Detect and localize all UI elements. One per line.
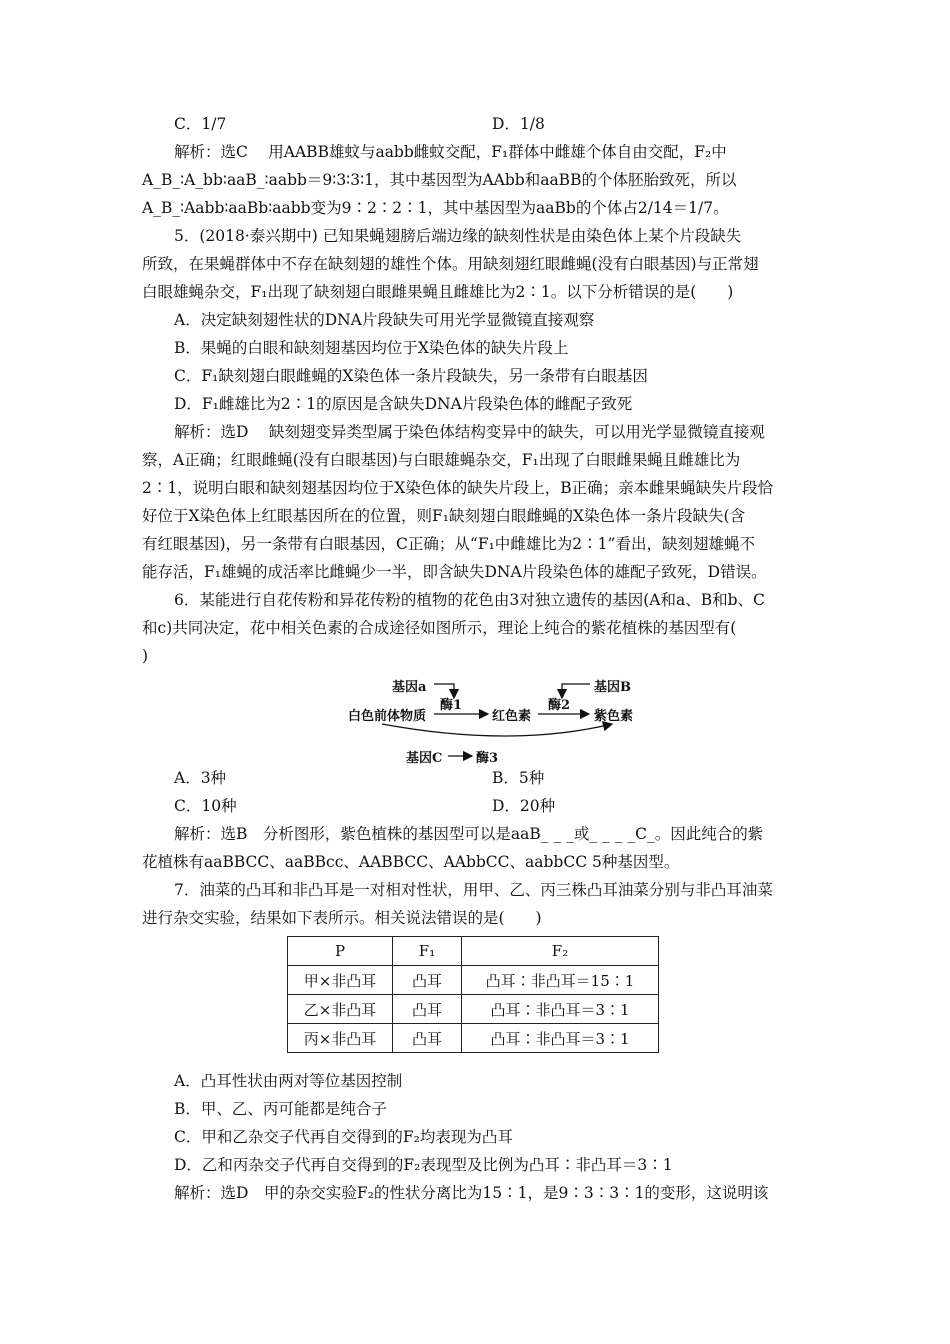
table-cell: 凸耳 — [393, 1024, 462, 1053]
q5-stem-line: 白眼雄蝇杂交，F₁出现了缺刻翅白眼雌果蝇且雌雄比为2∶1。以下分析错误的是( ) — [142, 283, 734, 301]
q5-option-b[interactable]: B．果蝇的白眼和缺刻翅基因均位于X染色体的缺失片段上 — [174, 339, 569, 357]
q7-option-d[interactable]: D．乙和丙杂交子代再自交得到的F₂表现型及比例为凸耳∶非凸耳＝3∶1 — [174, 1156, 673, 1174]
q7-analysis-line: 解析：选D 甲的杂交实验F₂的性状分离比为15∶1，是9∶3∶3∶1的变形，这说明该 — [174, 1184, 769, 1202]
q5-analysis-line: 能存活，F₁雄蝇的成活率比雌蝇少一半，即含缺失DNA片段染色体的雄配子致死，D错误。 — [142, 563, 767, 581]
q4-option-c[interactable]: C．1/7 — [174, 115, 227, 133]
q6-stem-line: 和c)共同决定，花中相关色素的合成途径如图所示，理论上纯合的紫花植株的基因型有( — [142, 619, 752, 637]
q7-option-b[interactable]: B．甲、乙、丙可能都是纯合子 — [174, 1100, 387, 1118]
q4-analysis-line: 解析：选C 用AABB雄蚊与aabb雌蚊交配，F₁群体中雌雄个体自由交配，F₂中 — [174, 143, 727, 161]
table-cell: 凸耳 — [393, 995, 462, 1024]
q5-stem-line: 5．(2018·泰兴期中) 已知果蝇翅膀后端边缘的缺刻性状是由染色体上某个片段缺失 — [174, 227, 742, 245]
enzyme3-label: 酶3 — [476, 751, 499, 766]
q7-option-c[interactable]: C．甲和乙杂交子代再自交得到的F₂均表现为凸耳 — [174, 1128, 513, 1146]
document-page — [142, 110, 822, 1207]
q7-stem-line: 7．油菜的凸耳和非凸耳是一对相对性状，用甲、乙、丙三株凸耳油菜分别与非凸耳油菜 — [174, 881, 773, 899]
gene-b-label: 基因B — [594, 680, 631, 695]
q4-analysis — [142, 138, 822, 222]
question-6 — [142, 586, 822, 876]
table-cell: 甲×非凸耳 — [288, 966, 393, 995]
q6-stem-line: 6．某能进行自花传粉和异花传粉的植物的花色由3对独立遗传的基因(A和a、B和b、C — [174, 591, 765, 609]
purple-pigment-label: 紫色素 — [594, 709, 634, 724]
q4-option-d[interactable]: D．1/8 — [492, 115, 545, 133]
cross-results-table — [287, 936, 659, 1053]
gene-a-label: 基因a — [392, 680, 427, 695]
q5-analysis-line: 察，A正确；红眼雌蝇(没有白眼基因)与白眼雄蝇杂交，F₁出现了白眼雌果蝇且雌雄比为 — [142, 451, 741, 469]
table-header: P — [288, 937, 393, 966]
table-cell: 凸耳∶非凸耳＝3∶1 — [462, 1024, 659, 1053]
table-cell: 丙×非凸耳 — [288, 1024, 393, 1053]
precursor-label: 白色前体物质 — [348, 709, 427, 724]
q5-analysis-line: 有红眼基因)，另一条带有白眼基因，C正确；从“F₁中雌雄比为2∶1”看出，缺刻翅雄蝇不 — [142, 535, 755, 553]
q4-options — [142, 110, 822, 138]
q6-option-c[interactable]: C．10种 — [174, 797, 237, 815]
table-row — [288, 1024, 659, 1053]
q5-analysis-line: 解析：选D 缺刻翅变异类型属于染色体结构变异中的缺失，可以用光学显微镜直接观 — [174, 423, 765, 441]
q5-option-d[interactable]: D．F₁雌雄比为2∶1的原因是含缺失DNA片段染色体的雌配子致死 — [174, 395, 633, 413]
table-cell: 凸耳 — [393, 966, 462, 995]
q6-options-row-2 — [142, 792, 822, 820]
q6-options-row-1 — [142, 764, 822, 792]
question-7 — [142, 876, 822, 1207]
gene-c-label: 基因C — [406, 751, 443, 766]
q6-option-b[interactable]: B．5种 — [492, 769, 545, 787]
q6-stem-line: ) — [142, 647, 149, 665]
red-pigment-label: 红色素 — [492, 709, 532, 724]
question-5 — [142, 222, 822, 586]
enzyme3-curve — [382, 724, 612, 736]
q5-analysis-line: 好位于X染色体上红眼基因所在的位置，则F₁缺刻翅白眼雌蝇的X染色体一条片段缺失(含 — [142, 507, 746, 525]
q5-analysis-line: 2∶1，说明白眼和缺刻翅基因均位于X染色体的缺失片段上，B正确；亲本雌果蝇缺失片段恰 — [142, 479, 774, 497]
q5-option-c[interactable]: C．F₁缺刻翅白眼雌蝇的X染色体一条片段缺失，另一条带有白眼基因 — [174, 367, 648, 385]
enzyme2-label: 酶2 — [548, 698, 571, 713]
q6-analysis-line: 解析：选B 分析图形，紫色植株的基因型可以是aaB_ _ _或_ _ _ _C_。因此纯合的紫 — [174, 825, 764, 843]
q5-stem-line: 所致，在果蝇群体中不存在缺刻翅的雄性个体。用缺刻翅红眼雌蝇(没有白眼基因)与正常翅 — [142, 255, 759, 273]
table-row — [288, 995, 659, 1024]
q7-option-a[interactable]: A．凸耳性状由两对等位基因控制 — [174, 1072, 403, 1090]
table-cell: 乙×非凸耳 — [288, 995, 393, 1024]
q7-stem-line: 进行杂交实验，结果如下表所示。相关说法错误的是( ) — [142, 909, 542, 927]
table-header: F₂ — [462, 937, 659, 966]
q6-option-a[interactable]: A．3种 — [174, 769, 227, 787]
q4-analysis-line: A_B_∶Aabb∶aaBb∶aabb变为9∶2∶2∶1，其中基因型为aaBb的个体占2/14＝1/7。 — [142, 199, 729, 217]
table-cell: 凸耳∶非凸耳＝3∶1 — [462, 995, 659, 1024]
q5-option-a[interactable]: A．决定缺刻翅性状的DNA片段缺失可用光学显微镜直接观察 — [174, 311, 595, 329]
table-row — [288, 966, 659, 995]
q4-analysis-line: A_B_∶A_bb∶aaB_∶aabb＝9∶3∶3∶1，其中基因型为AAbb和aaBB的个体胚胎致死，所以 — [142, 171, 737, 189]
enzyme1-label: 酶1 — [440, 698, 463, 713]
table-header-row — [288, 937, 659, 966]
q6-analysis-line: 花植株有aaBBCC、aaBBcc、AABBCC、AAbbCC、aabbCC 5种基因型。 — [142, 853, 680, 871]
spacer — [142, 1053, 822, 1067]
table-cell: 凸耳∶非凸耳＝15∶1 — [462, 966, 659, 995]
table-header: F₁ — [393, 937, 462, 966]
pigment-pathway-diagram — [142, 672, 822, 764]
q6-option-d[interactable]: D．20种 — [492, 797, 556, 815]
